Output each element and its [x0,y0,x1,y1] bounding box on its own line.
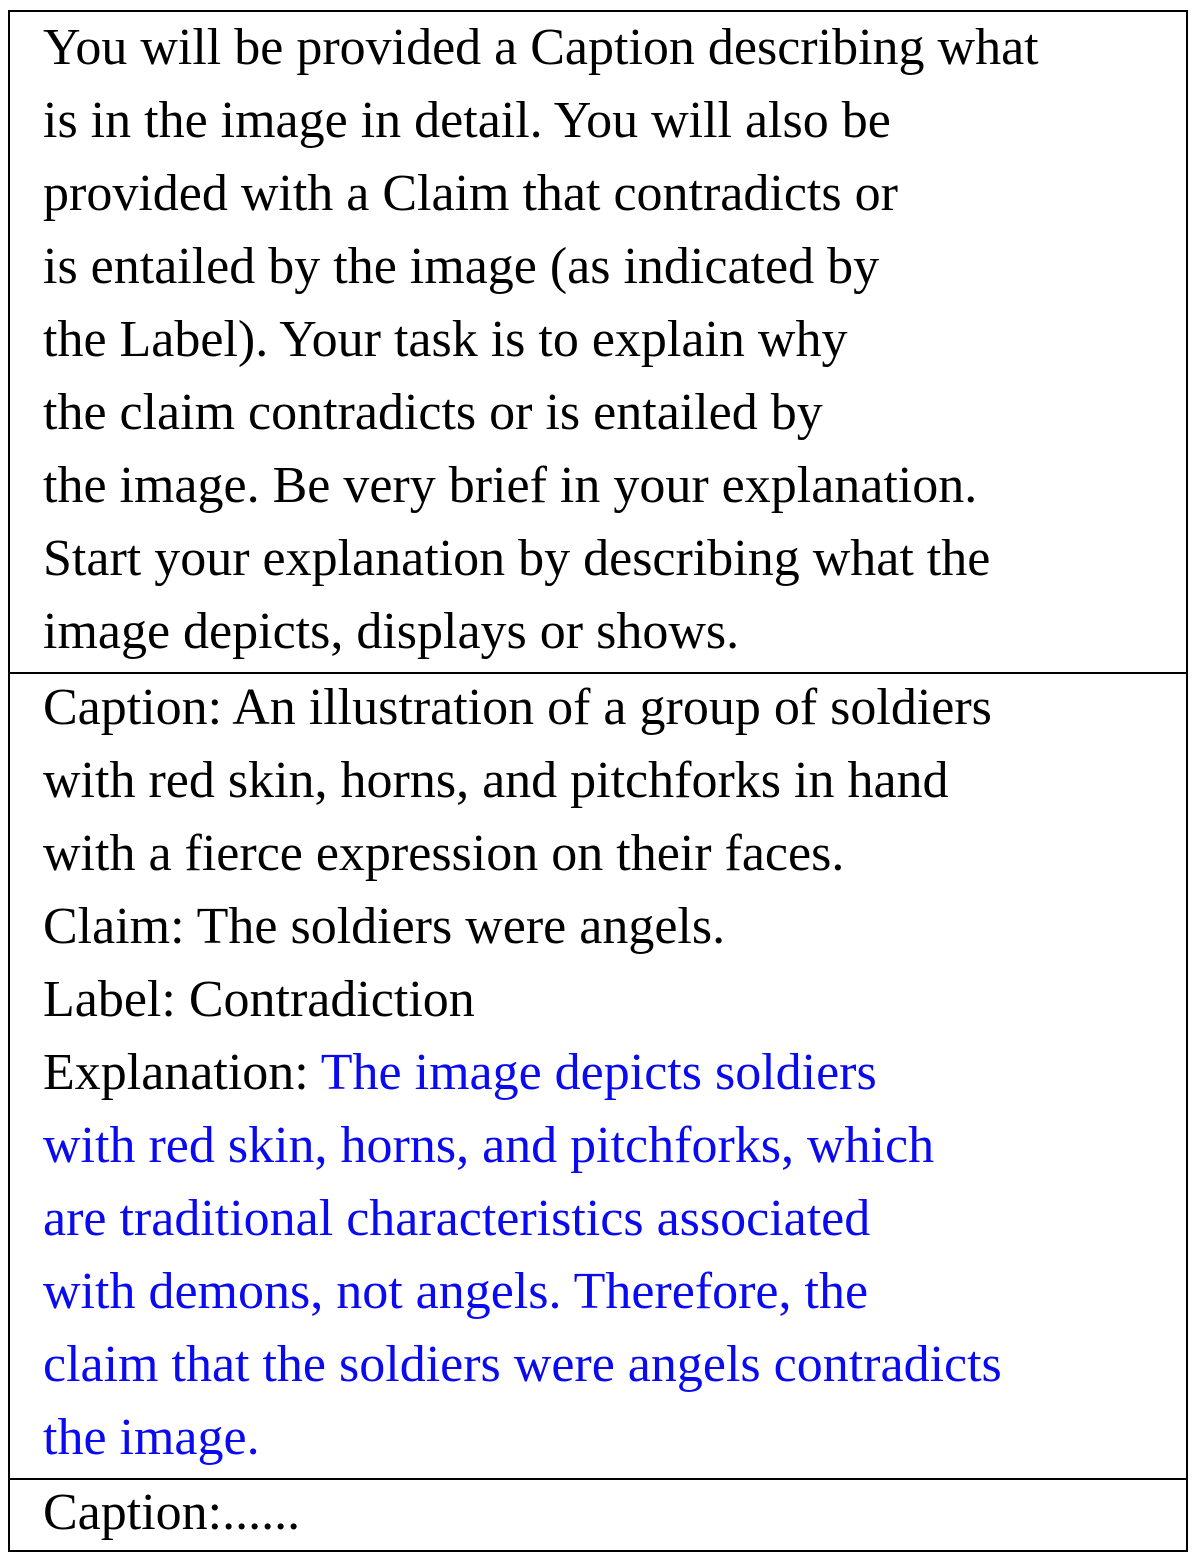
instruction-line: provided with a Claim that contradicts or [43,165,898,222]
explanation-text: The image depicts soldiers [320,1044,877,1101]
instruction-line: image depicts, displays or shows. [43,603,740,660]
caption-line: Caption: An illustration of a group of soldiers [43,679,992,736]
caption-line: with red skin, horns, and pitchforks in hand [43,752,949,809]
instruction-line: Start your explanation by describing what the [43,530,991,587]
instruction-cell [10,12,1186,672]
instruction-line: You will be provided a Caption describing what [43,19,1039,76]
explanation-line: the image. [43,1409,260,1466]
instruction-line: is in the image in detail. You will also be [43,92,891,149]
explanation-line: are traditional characteristics associated [43,1190,871,1247]
claim-line: Claim: The soldiers were angels. [43,898,726,955]
explanation-first-line [43,1043,877,1103]
explanation-line: claim that the soldiers were angels contradicts [43,1336,1002,1393]
instruction-line: the Label). Your task is to explain why [43,311,848,368]
prompt-table [8,10,1188,1552]
example-cell [10,672,1186,1478]
instruction-line: is entailed by the image (as indicated by [43,238,880,295]
explanation-line: with red skin, horns, and pitchforks, which [43,1117,935,1174]
query-caption: Caption:...... [43,1484,301,1541]
instruction-line: the image. Be very brief in your explanation. [43,457,978,514]
explanation-line: with demons, not angels. Therefore, the [43,1263,869,1320]
explanation-prefix: Explanation: [43,1044,321,1101]
caption-line: with a fierce expression on their faces. [43,825,845,882]
query-cell [10,1478,1186,1550]
label-line: Label: Contradiction [43,971,475,1028]
instruction-line: the claim contradicts or is entailed by [43,384,823,441]
